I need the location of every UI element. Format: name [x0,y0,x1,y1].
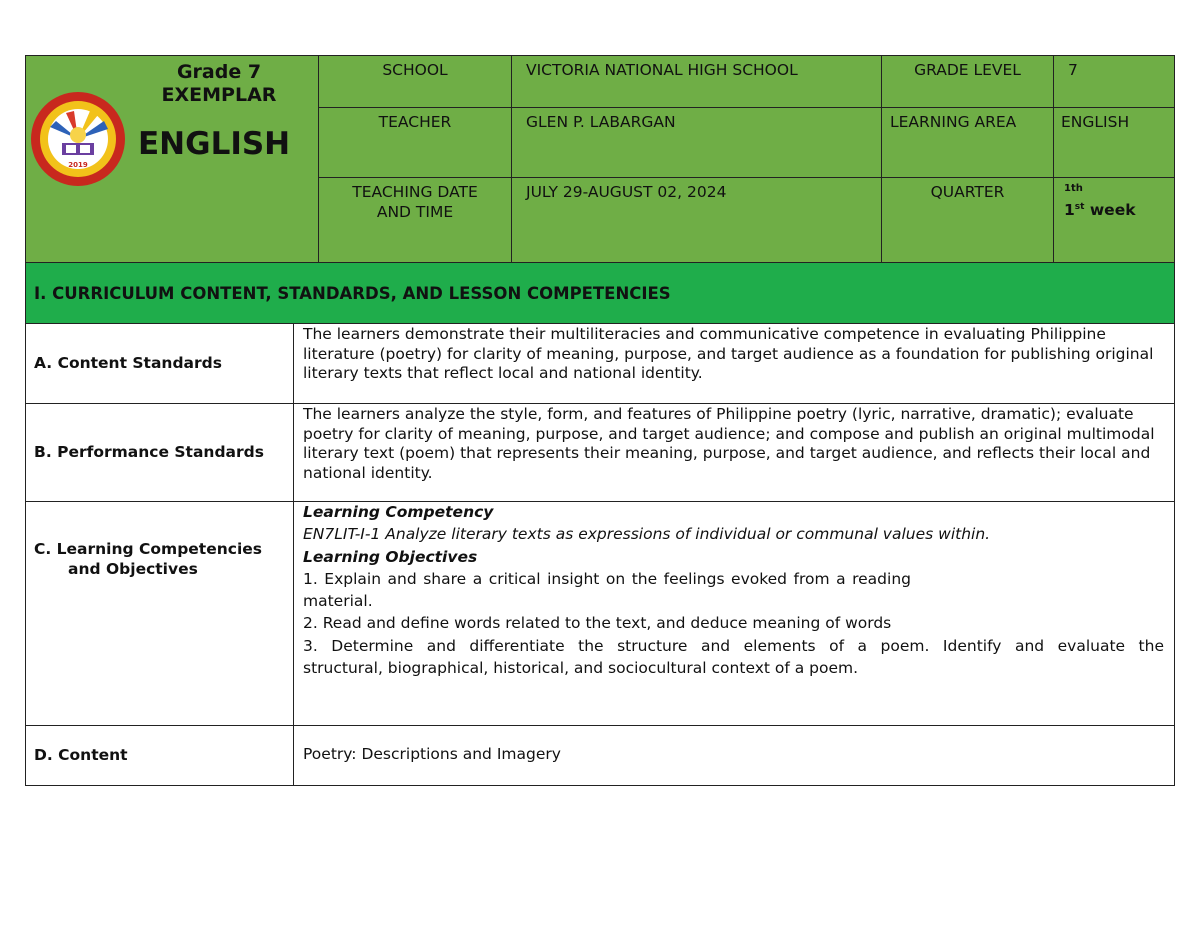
objective-1: 1. Explain and share a critical insight on the feelings evoked from a reading material. [303,569,911,611]
grade-line: Grade 7 [176,61,262,83]
competencies-label-line2: and Objectives [68,560,198,578]
quarter-label: QUARTER [882,178,1054,263]
school-value: VICTORIA NATIONAL HIGH SCHOOL [512,56,882,108]
week-word: week [1084,201,1136,220]
performance-standards-row [25,403,1175,502]
grade-level-value: 7 [1054,56,1175,108]
teacher-label: TEACHER [319,108,512,178]
exemplar-line: EXEMPLAR [161,84,277,106]
week-value [1064,197,1161,220]
performance-standards-label: B. Performance Standards [26,403,294,501]
content-standards-label: A. Content Standards [26,323,294,403]
objective-3: 3. Determine and differentiate the structure and elements of a poem. Identify and evaluate the [303,636,1164,655]
competencies-content [294,501,1174,725]
content-label: D. Content [26,725,294,785]
competencies-row [25,501,1175,726]
date-value: JULY 29-AUGUST 02, 2024 [512,178,882,263]
performance-standards-text: The learners analyze the style, form, and features of Philippine poetry (lyric, narrative, dramatic); evaluate poetry for clarity of meaning, purpose, and target audience; and compose and publish an original multimodal literary text (poem) that represents their meaning, purpose, and target audience, and reflects their local and national identity. [303,405,1155,482]
week-number: 1 [1064,201,1075,220]
date-label: TEACHING DATE AND TIME [319,178,512,263]
quarter-value: 1th [1064,183,1083,194]
school-seal-icon [30,91,126,187]
title-cell [26,56,319,263]
content-text: Poetry: Descriptions and Imagery [303,745,561,764]
week-ordinal: st [1074,202,1085,212]
objective-2: 2. Read and define words related to the text, and deduce meaning of words [303,614,892,633]
competencies-label-line1: C. Learning Competencies [34,540,263,558]
content-standards-row [25,323,1175,404]
svg-text:2019: 2019 [68,161,88,169]
competency-text: EN7LIT-I-1 Analyze literary texts as expressions of individual or communal values within. [303,525,991,544]
competencies-label [26,501,294,725]
school-label: SCHOOL [319,56,512,108]
header-table [25,55,1175,263]
teacher-value: GLEN P. LABARGAN [512,108,882,178]
grade-title [154,61,284,107]
subject-title: ENGLISH [138,126,291,162]
grade-level-label: GRADE LEVEL [882,56,1054,108]
content-row [25,725,1175,786]
content-standards-text: The learners demonstrate their multiliteracies and communicative competence in evaluating Philippine literature (poetry) for clarity of meaning, purpose, and target audience as a foundation for publishing original literary texts that reflect local and national identity. [303,325,1154,382]
objectives-heading: Learning Objectives [303,547,478,566]
objective-3-continued: structural, biographical, historical, and sociocultural context of a poem. [303,659,859,678]
learning-area-label: LEARNING AREA [882,108,1054,178]
learning-area-value: ENGLISH [1054,108,1175,178]
quarter-value-cell [1054,178,1175,263]
competency-heading: Learning Competency [303,503,494,521]
section-title: I. CURRICULUM CONTENT, STANDARDS, AND LESSON COMPETENCIES [25,262,1175,324]
